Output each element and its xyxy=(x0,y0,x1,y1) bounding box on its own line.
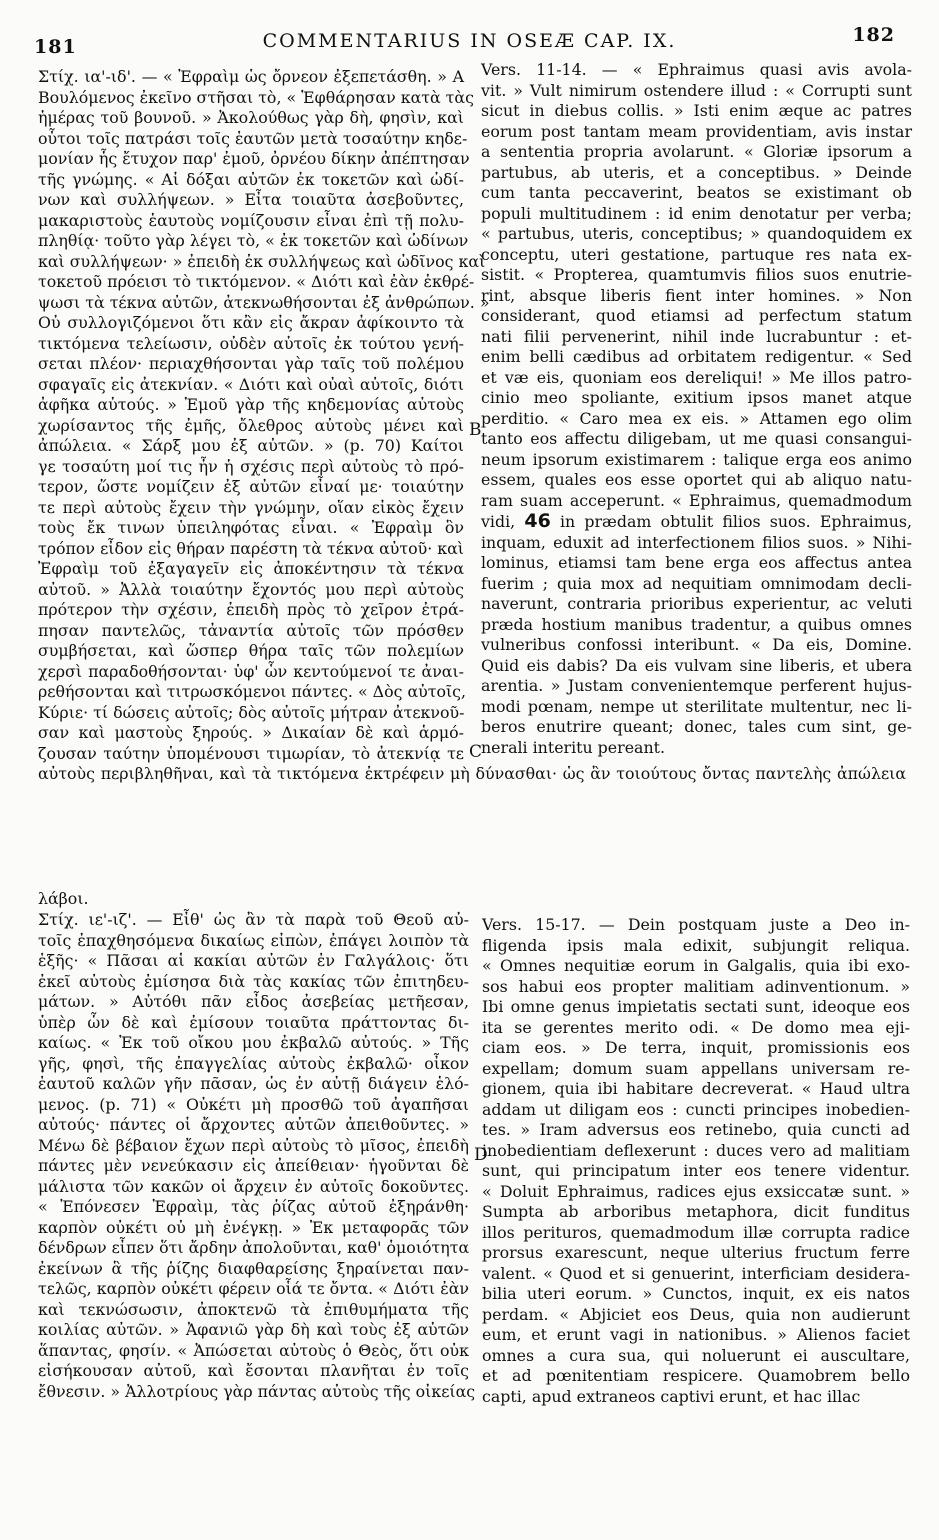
text-line: δένδρων εἶπεν ὅτι ἄρδην ἀπολοῦνται, καθ' ὁμοιότητα xyxy=(38,1238,470,1257)
text-line: cinio meo spoliante, exitium ipsos manet atque xyxy=(481,388,912,407)
text-line: expellam; domum suam appellans universam re- xyxy=(482,1058,910,1078)
latin-column-bottom xyxy=(482,915,910,1407)
text-line: πληθίᾳ· τοῦτο γὰρ λέγει τὸ, « ἐκ τοκετῶν καὶ ὠδίνων xyxy=(38,231,469,250)
text-line: prorsus exarescunt, neque ulterius fructum ferre xyxy=(482,1243,910,1262)
text-line: ψωσι τὰ τέκνα αὐτῶν, ἀτεκνωθήσονται ἐξ ἀνθρώπων. » xyxy=(38,292,490,312)
text-line: πρότερον τὴν σχέσιν, ἐπειδὴ πρὸς τὸ χεῖρον ἐτρά- xyxy=(38,600,464,619)
text-line: fligenda ipsis mala edixit, subjungit reliqua. xyxy=(482,935,910,955)
text-line: Στίχ. ιε'-ιζ'. — Εἶθ' ὡς ἂν τὰ παρὰ τοῦ Θεοῦ αὐ- xyxy=(38,910,469,929)
text-line: οὗτοι τοῖς πατράσι τοῖς ἑαυτῶν μετὰ τοσαύτην κηδε- xyxy=(38,128,468,148)
text-line: tanto eos affectu diligebam, ut me quasi consangui- xyxy=(481,429,912,448)
page-header xyxy=(0,18,939,58)
text-line: tes. » Iram adversus eos retinebo, quia cuncti ad xyxy=(482,1120,910,1139)
text-line: inobedientiam deflexerunt : duces vero ad malitiam xyxy=(482,1140,910,1160)
text-line: Βουλόμενος ἐκεῖνο στῆσαι τὸ, « Ἐφθάρησαν κατὰ τὰς xyxy=(38,87,474,107)
page-number-left: 181 xyxy=(34,36,77,58)
text-line: bilia uteri eorum. » Cunctos, inquit, ex eis natos xyxy=(482,1284,910,1303)
text-line: arentia. » Justam convenientemque perferent hujus- xyxy=(481,676,912,695)
text-line: Στίχ. ια'-ιδ'. — « Ἐφραὶμ ὡς ὄρνεον ἐξεπετάσθη. » Α xyxy=(38,67,464,86)
margin-letter-c: C xyxy=(469,742,483,762)
text-line: « Ἐπόνεσεν Ἐφραὶμ, τὰς ῥίζας αὐτοῦ ἐξηράνθη· xyxy=(38,1197,469,1216)
text-line: eum, et erunt vagi in nationibus. » Alienos faciet xyxy=(482,1325,910,1344)
text-line: vulneribus confossi interibunt. « Da eis, Domine. xyxy=(481,635,912,654)
text-line: ἔθνεσιν. » Ἀλλοτρίους γὰρ πάντας αὐτοὺς τῆς οἰκείας xyxy=(38,1381,476,1401)
text-line: et væ eis, quoniam eos dereliqui! » Me illos patro- xyxy=(481,367,912,387)
text-line: τῆς γνώμης. « Αἱ δόξαι αὐτῶν ἐκ τοκετῶν καὶ ὠδί- xyxy=(38,169,464,189)
text-line: Sumpta ab arboribus metaphora, dicit funditus xyxy=(482,1202,910,1221)
text-line: καρπὸν οὐκέτι οὐ μὴ ἐνέγκῃ. » Ἐκ μεταφορᾶς τῶν xyxy=(38,1217,469,1237)
text-line: populi multitudinem : id enim denotatur per verba; xyxy=(481,203,912,223)
text-line: αὐτοὺς περιβληθῆναι, καὶ τὰ τικτόμενα ἐκτρέφειν μὴ δύνασθαι· ὡς ἂν τοιούτους ὄντας παντελὴς ἀπώλεια xyxy=(38,764,906,783)
text-line: μενος. (p. 71) « Οὐκέτι μὴ προσθῶ τοῦ ἀγαπῆσαι xyxy=(38,1094,469,1114)
page-badge-46: 46 xyxy=(524,510,551,532)
text-line: τερον, ὥστε νομίζειν ἐξ αὐτῶν εἶναί με· τοιαύτην xyxy=(38,477,464,496)
text-line: ἑαυτοῦ καλῶν γῆν πᾶσαν, ὡς ἐν αὐτῇ διάγειν ἑλό- xyxy=(38,1074,469,1093)
text-line: ram suam acceperunt. « Ephraimus, quemadmodum xyxy=(481,490,912,510)
text-line: vit. » Vult nimirum ostendere illud : « Corrupti sunt xyxy=(481,80,912,100)
text-line: μάτων. » Αὐτόθι πᾶν εἶδος ἀσεβείας μετῆεσαν, xyxy=(38,992,469,1011)
text-line: χωρίσαντος τῆς ἐμῆς, ὄλεθρος αὐτοὺς μένει καὶ xyxy=(38,415,464,435)
text-line: valent. « Quod et si genuerint, interficiam desidera- xyxy=(482,1263,910,1283)
text-line: omnes a cura sua, qui noluerunt ei auscultare, xyxy=(482,1345,910,1365)
text-line: naverunt, contraria prioribus experientur, ac veluti xyxy=(481,594,912,613)
text-line: νων καὶ συλλήψεων. » Εἶτα τοιαῦτα ἀσεβοῦντες, xyxy=(38,190,464,209)
text-line: ἀπώλεια. « Σάρξ μου ἐξ αὐτῶν. » (p. 70) Καίτοι xyxy=(38,436,464,455)
text-line: sos habui eos propter malitiam adinventionum. » xyxy=(482,976,910,996)
text-line: μακαριστοὺς ἑαυτοὺς νομίζουσιν εἶναι ἐπὶ τῇ πολυ- xyxy=(38,210,464,230)
text-line: τοῖς ἐπαχθησόμενα δικαίως εἰπὼν, ἐπάγει λοιπὸν τὰ xyxy=(38,930,469,950)
text-line: ciam eos. » De terra, inquit, promissionis eos xyxy=(482,1038,910,1057)
text-line: ζουσαν ταύτην ὑπομένουσι τιμωρίαν, τὸ ἀτεκνίᾳ τε xyxy=(38,743,464,763)
text-line: neum ipsorum existimarem : talique erga eos animo xyxy=(481,449,912,469)
text-line: beros enutrire queant; donec, tales cum sint, ge- xyxy=(481,717,912,736)
text-line: sunt, qui principatum inter eos tenere videntur. xyxy=(482,1161,910,1180)
text-line: inquam, eduxit ad interfectionem filios suos. » Nihi- xyxy=(481,532,912,552)
text-line: συμβήσεται, καὶ ὥσπερ θήρα ταῖς τῶν πολεμίων xyxy=(38,641,464,660)
text-line: capti, apud extraneos captivi erunt, et hac illac xyxy=(482,1386,861,1406)
text-line: gionem, quia ibi habitare decreverat. « Haud ultra xyxy=(482,1079,910,1098)
text-line: partubus, ab uteris, et a conceptibus. » Deinde xyxy=(481,162,912,182)
text-line: vidi, 46 in prædam obtulit filios suos. Ephraimus, xyxy=(481,510,912,532)
page-number-right: 182 xyxy=(852,24,895,46)
text-line: rint, absque liberis fient inter homines. » Non xyxy=(481,285,912,305)
text-line: ἑξῆς· « Πᾶσαι αἱ κακίαι αὐτῶν ἐν Γαλγάλοις· ὅτι xyxy=(38,951,469,970)
text-line: ὑπὲρ ὧν δὲ καὶ ἐμίσουν τοιαῦτα πράττοντας δι- xyxy=(38,1012,469,1032)
text-line: ἐκεῖ αὐτοὺς ἐμίσησα διὰ τὰς κακίας τῶν ἐπιτηδευ- xyxy=(38,971,469,991)
text-line: ἀφῆκα αὐτούς. » Ἐμοῦ γὰρ τῆς κηδεμονίας αὐτοὺς xyxy=(38,395,464,414)
text-line: ἅπαντας, φησίν. « Ἀπώσεται αὐτοὺς ὁ Θεὸς, ὅτι οὐκ xyxy=(38,1340,469,1360)
text-line: illos perituros, quemadmodum illæ corrupta radice xyxy=(482,1222,910,1242)
text-line: ρεθήσονται καὶ τιτρωσκόμενοι πάντες. « Δὸς αὐτοῖς, xyxy=(38,682,467,701)
text-line: εἰσήκουσαν αὐτοῦ, καὶ ἔσονται πλανῆται ἐν τοῖς xyxy=(38,1361,469,1380)
text-line: sistit. « Propterea, quamtumvis filios suos enutrie- xyxy=(481,265,912,284)
text-line: præda hostium manibus tradentur, a quibus omnes xyxy=(481,614,912,634)
text-line: et ad pœnitentiam respicere. Quamobrem bello xyxy=(482,1366,910,1385)
text-line: addam ut diligam eos : cuncti principes inobedien- xyxy=(482,1099,910,1119)
text-line: Ἐφραὶμ τοῦ ἐξαγαγεῖν εἰς ἀποκέντησιν τὰ τέκνα xyxy=(38,559,464,578)
text-line: σφαγαῖς εἰς ἀτεκνίαν. « Διότι καὶ οὐαὶ αὐτοῖς, διότι xyxy=(38,374,464,394)
text-line: perditio. « Caro mea ex eis. » Attamen ego olim xyxy=(481,408,912,428)
text-line: lominus, etiamsi tam bene erga eos affectus antea xyxy=(481,553,912,572)
text-line: perdam. « Abjiciet eos Deus, quia non audierunt xyxy=(482,1304,910,1324)
text-line: τικτόμενα τελείωσιν, οὐδὲν αὐτοῖς ἐκ τούτου γενή- xyxy=(38,333,464,353)
margin-letter-d: D xyxy=(474,1145,488,1165)
text-line: καὶ συλλήψεων· » ἐπειδὴ ἐκ συλλήψεως καὶ ὠδῖνος καὶ xyxy=(38,251,486,271)
text-line: « Omnes nequitiæ eorum in Galgalis, quia ibi exo- xyxy=(482,956,910,975)
text-line: conceptu, uteri gestatione, partuque res nata ex- xyxy=(481,244,912,264)
text-line: Κύριε· τί δώσεις αὐτοῖς; δὸς αὐτοῖς μήτραν ἀτεκνοῦ- xyxy=(38,702,465,722)
text-line: μάλιστα τῶν κακῶν οἱ ἄρχειν ἐν αὐτοῖς δοκοῦντες. xyxy=(38,1176,469,1196)
greek-top-tail: λάβοι. xyxy=(38,889,89,908)
text-line: Ibi omne genus impietatis sectati sunt, ideoque eos xyxy=(482,997,910,1016)
text-line: Μένω δὲ βέβαιον ἔχων περὶ αὐτοὺς τὸ μῖσος, ἐπειδὴ xyxy=(38,1135,469,1155)
margin-letter-b: B xyxy=(469,420,482,440)
text-line: modi pœnam, nempe ut sterilitate multentur, nec li- xyxy=(481,696,912,716)
text-line: τρόπον εἶδον εἰς θήραν παρέστη τὰ τέκνα αὐτοῦ· καὶ xyxy=(38,538,464,558)
text-line: ἡμέρας τοῦ βουνοῦ. » Ἀκολούθως γὰρ δὴ, φησὶν, καὶ xyxy=(38,108,464,127)
text-line: αὐτοῦ. » Ἀλλὰ τοιαύτην ἔχοντός μου περὶ αὐτοὺς xyxy=(38,579,464,599)
greek-column-bottom xyxy=(38,910,476,1402)
text-line: Vers. 15-17. — Dein postquam juste a Deo in- xyxy=(482,915,910,934)
text-line: σαν καὶ μαστοὺς ξηρούς. » Δικαίαν δὲ καὶ ἁρμό- xyxy=(38,723,464,742)
text-line: αὐτούς· πάντες οἱ ἄρχοντες αὐτῶν ἀπειθοῦντες. » xyxy=(38,1115,469,1134)
text-line: κοιλίας αὐτῶν. » Ἀφανιῶ γὰρ δὴ καὶ τοὺς ἐξ αὐτῶν xyxy=(38,1320,469,1339)
text-line: τοκετοῦ πρόεισι τὸ τικτόμενον. « Διότι καὶ ἐὰν ἐκθρέ- xyxy=(38,272,475,291)
text-line: considerant, quod etiamsi ad perfectum statum xyxy=(481,306,912,325)
text-line: τελῶς, καρπὸν οὐκέτι φέρειν οἷά τε ὄντα. « Διότι ἐὰν xyxy=(38,1279,469,1298)
text-line: καὶ τεκνώσωσιν, ἀποκτενῶ τὰ ἐπιθυμήματα τῆς xyxy=(38,1299,469,1319)
text-line: γῆς, φησὶ, τῆς ἐπαγγελίας αὐτοὺς ἐκβαλῶ· οἶκον xyxy=(38,1053,469,1073)
text-line: μονίαν ἧς ἔτυχον παρ' ἐμοῦ, ὀρνέου δίκην ἀπέπτησαν xyxy=(38,149,470,168)
text-line: nerali interitu pereant. xyxy=(481,737,666,757)
text-line: a sententia propria avolarunt. « Gloriæ ipsorum a xyxy=(481,142,912,161)
text-line: χερσὶ παραδοθήσονται· ὑφ' ὧν κεντούμενοί τε ἀναι- xyxy=(38,661,464,681)
text-line: Quid eis dabis? Da eis vulvam sine liberis, et ubera xyxy=(481,655,912,675)
text-line: ἐκείνων ἃ τῆς ῥίζης διαφθαρείσης ξηραίνεται παν- xyxy=(38,1258,469,1278)
text-line: τε περὶ αὐτοὺς ἔχειν τὴν γνώμην, οἵαν εἰκὸς ἔχειν xyxy=(38,497,464,517)
text-line: ita se gerentes merito odi. « De domo mea eji- xyxy=(482,1017,910,1037)
text-line: γε τοσαύτη μοί τις ἦν ἡ σχέσις περὶ αὐτοὺς τὸ πρό- xyxy=(38,456,464,476)
text-line: πησαν παντελῶς, τἀναντία αὐτοῖς τῶν πρόσθεν xyxy=(38,620,464,640)
text-line: cum tanta peccaverint, beatos se existimant ob xyxy=(481,183,912,202)
text-line: nati filii pervenerint, nihil inde lucrabuntur : et- xyxy=(481,326,912,346)
text-line: Οὐ συλλογιζόμενοι ὅτι κἂν εἰς ἄκραν ἀφίκοιντο τὰ xyxy=(38,313,464,332)
text-line: « Doluit Ephraimus, radices ejus exsiccatæ sunt. » xyxy=(482,1181,910,1201)
text-line: fuerim ; quia mox ad nequitiam omnimodam decli- xyxy=(481,573,912,593)
text-line: πάντες μὲν νενεύκασιν εἰς ἀπείθειαν· ἡγοῦνται δὲ xyxy=(38,1156,469,1175)
text-line: essem, quales eos esse oportet qui ab aliquo natu- xyxy=(481,470,912,489)
text-line: « partubus, uteris, conceptibus; » quandoquidem ex xyxy=(481,224,912,243)
text-line: eorum post tantam meam providentiam, avis instar xyxy=(481,121,912,141)
latin-column-top xyxy=(481,60,912,758)
text-line: σεται πλέον· περιαχθήσονται γὰρ ταῖς τοῦ πολέμου xyxy=(38,354,464,373)
text-line: τοὺς ἔκ τινων ὑπειληφότας εἶναι. « Ἐφραὶμ ὃν xyxy=(38,518,464,537)
running-title: COMMENTARIUS IN OSEÆ CAP. IX. xyxy=(262,30,677,52)
text-line: enim belli cædibus ad orbitatem redigentur. « Sed xyxy=(481,347,912,366)
text-line: sicut in diebus collis. » Isti enim æque ac patres xyxy=(481,101,912,120)
text-line: καίως. « Ἐκ τοῦ οἴκου μου ἐκβαλῶ αὐτούς. » Τῆς xyxy=(38,1033,469,1052)
text-line: Vers. 11-14. — « Ephraimus quasi avis avola- xyxy=(481,60,912,79)
